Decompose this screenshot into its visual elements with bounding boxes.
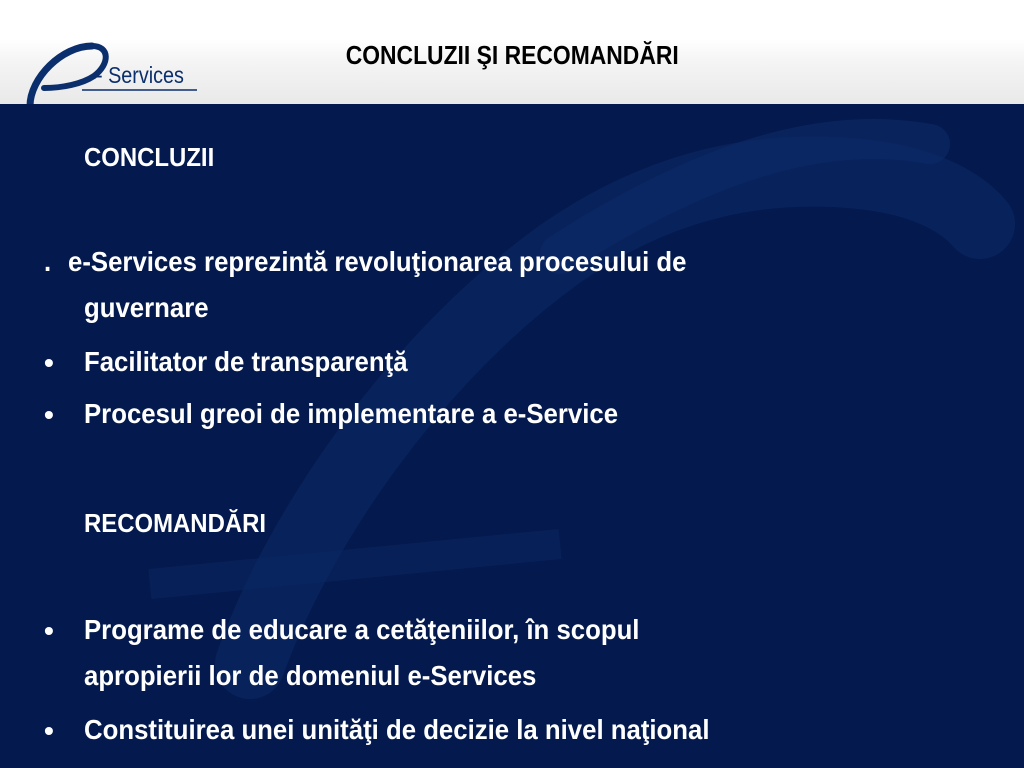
conclusion-lead-line-1: e-Services reprezintă revoluţionarea procesului de [68, 246, 687, 277]
conclusion-lead-line-2: guvernare [84, 292, 209, 323]
logo-text: - Services [96, 62, 184, 88]
bullet-dot: • [44, 347, 54, 378]
conclusion-bullet-1: Facilitator de transparenţă [84, 346, 408, 377]
recommendation-bullet-2: Constituirea unei unităţi de decizie la nivel naţional [84, 714, 710, 745]
bullet-dot: • [44, 715, 54, 746]
bullet-dot: • [44, 615, 54, 646]
slide-title-text: CONCLUZII ŞI RECOMANDĂRI [345, 40, 679, 70]
conclusion-bullet-2: Procesul greoi de implementare a e-Service [84, 398, 619, 429]
conclusion-lead-prefix: . [44, 246, 52, 277]
recommendation-bullet-1-line-2: apropierii lor de domeniul e-Services [84, 660, 537, 691]
heading-conclusions: CONCLUZII [84, 142, 215, 172]
recommendation-bullet-1-line-1: Programe de educare a cetăţeniilor, în scopul [84, 614, 640, 645]
bullet-dot: • [44, 399, 54, 430]
heading-recommendations: RECOMANDĂRI [84, 508, 267, 538]
slide-content [0, 104, 1024, 768]
slide-title [0, 40, 1024, 71]
slide-body [0, 104, 1024, 768]
slide-header [0, 0, 1024, 104]
